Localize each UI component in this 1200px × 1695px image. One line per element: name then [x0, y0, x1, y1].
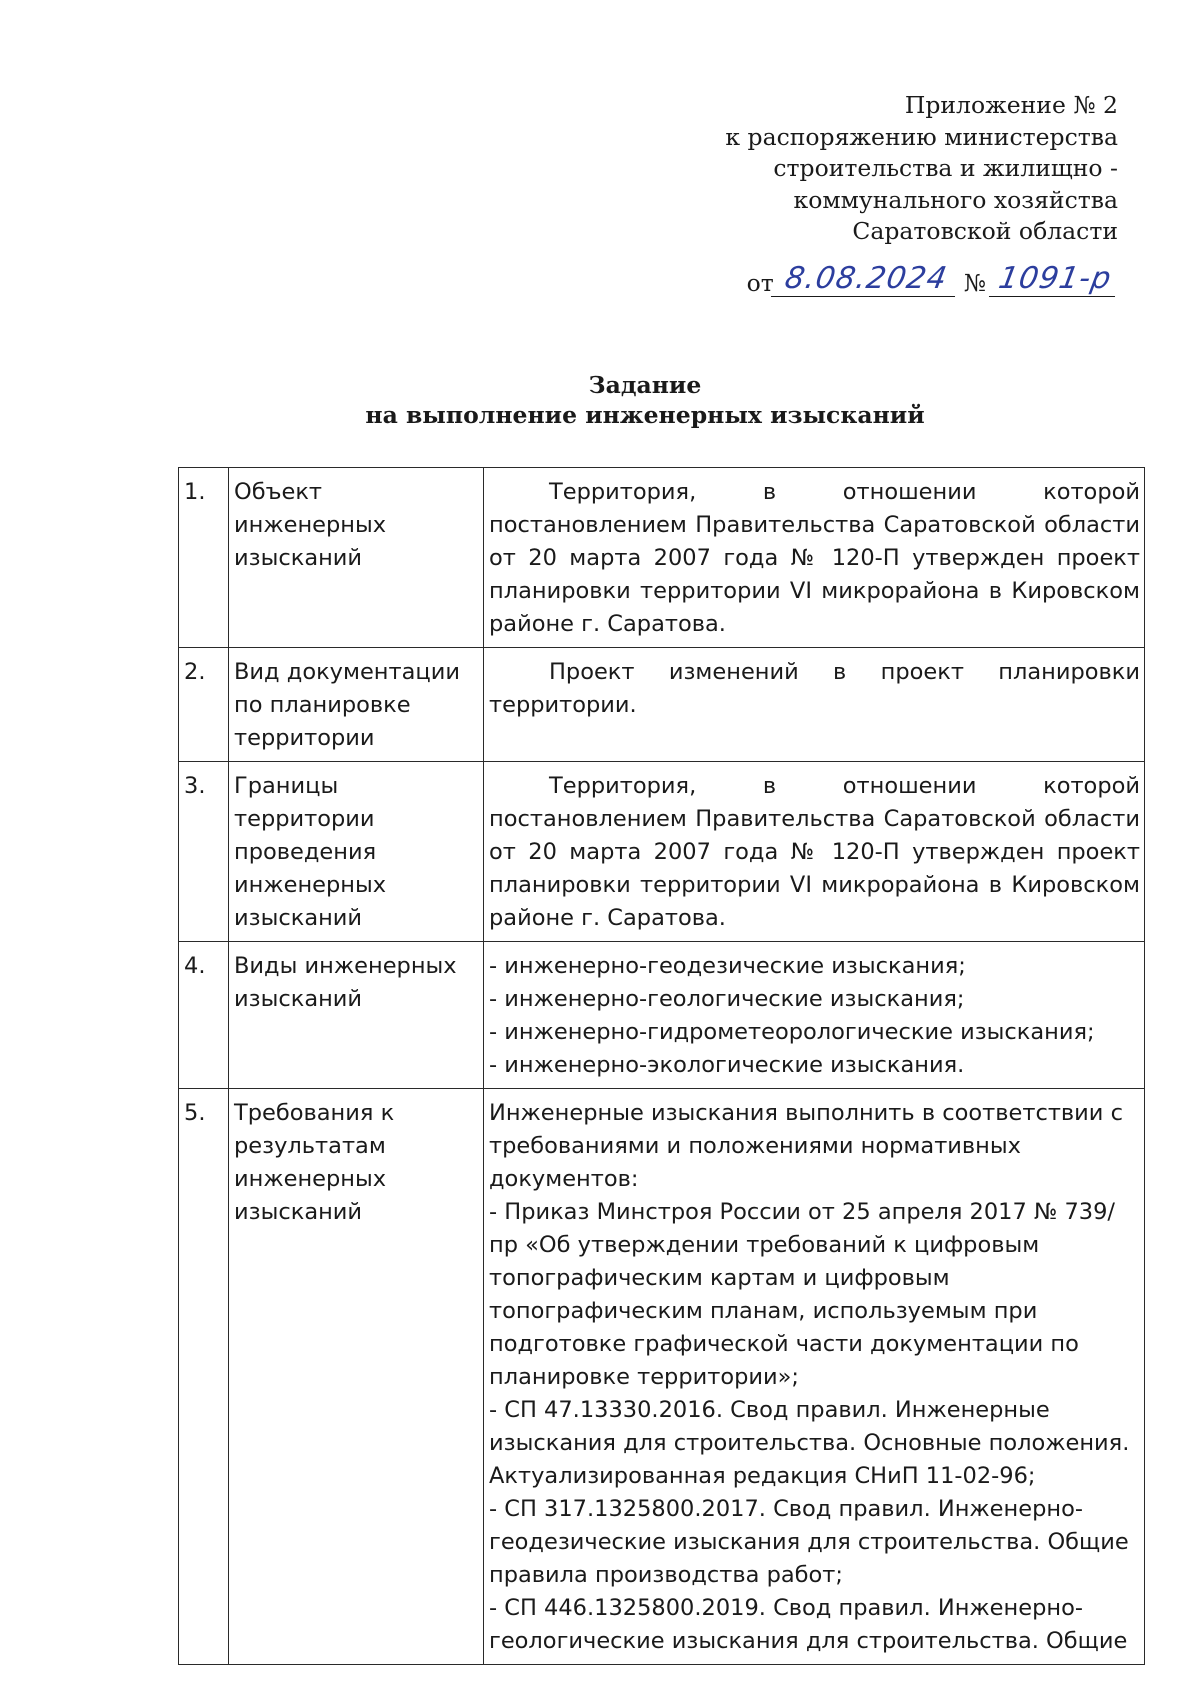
order-date-number-line: [747, 262, 1118, 297]
title-subline: на выполнение инженерных изысканий: [365, 401, 925, 429]
row-description: [484, 762, 1145, 942]
row-number: 4.: [179, 942, 229, 1089]
description-text: Территория, в отношении которой постановлением Правительства Саратовской области от 20 марта 2007 года № 120-П утвержден проект планировки территории VI микрорайона в Кировском районе г. Саратова.: [489, 773, 1140, 931]
list-item: Инженерные изыскания выполнить в соответствии с требованиями и положениями нормативных документов:: [489, 1100, 1123, 1192]
list-item: - инженерно-геодезические изыскания;: [489, 953, 966, 979]
row-name: Объект инженерных изысканий: [229, 468, 484, 648]
list-item: - СП 317.1325800.2017. Свод правил. Инженерно-геодезические изыскания для строительства. Общие правила производства работ;: [489, 1496, 1129, 1588]
description-text: Проект изменений в проект планировки территории.: [489, 659, 1140, 718]
list-item: - инженерно-экологические изыскания.: [489, 1052, 965, 1078]
row-description: [484, 942, 1145, 1089]
handwritten-order-number: 1091-р: [989, 262, 1121, 297]
row-name: Границы территории проведения инженерных изысканий: [229, 762, 484, 942]
row-number: 1.: [179, 468, 229, 648]
table-row: [179, 762, 1145, 942]
list-item: - СП 446.1325800.2019. Свод правил. Инженерно-геологические изыскания для строительства. Общие: [489, 1595, 1128, 1654]
document-title: [0, 370, 1200, 430]
row-name: Вид документации по планировке территории: [229, 648, 484, 762]
description-text: Территория, в отношении которой постановлением Правительства Саратовской области от 20 марта 2007 года № 120-П утвержден проект планировки территории VI микрорайона в Кировском районе г. Саратова.: [489, 479, 1140, 637]
row-name: Требования к результатам инженерных изысканий: [229, 1089, 484, 1665]
appendix-line: коммунального хозяйства: [793, 185, 1118, 214]
row-description: [484, 1089, 1145, 1665]
list-item: - СП 47.13330.2016. Свод правил. Инженерные изыскания для строительства. Основные положения. Актуализированная редакция СНиП 11-02-96;: [489, 1397, 1130, 1489]
row-name: Виды инженерных изысканий: [229, 942, 484, 1089]
handwritten-date: 8.08.2024: [771, 262, 961, 297]
row-number: 2.: [179, 648, 229, 762]
list-item: - инженерно-гидрометеорологические изыскания;: [489, 1019, 1095, 1045]
row-number: 5.: [179, 1089, 229, 1665]
table-row: [179, 468, 1145, 648]
number-prefix: №: [963, 269, 986, 297]
title-line: Задание: [588, 371, 702, 399]
appendix-line: Саратовской области: [852, 217, 1118, 245]
list-item: - Приказ Минстроя России от 25 апреля 2017 № 739/пр «Об утверждении требований к цифровым топографическим картам и цифровым топографическим планам, используемым при подготовке графической части документации по планировке территории»;: [489, 1199, 1116, 1390]
assignment-table: [178, 467, 1145, 1665]
row-description: [484, 648, 1145, 762]
table-row: [179, 942, 1145, 1089]
appendix-line: Приложение № 2: [904, 91, 1118, 119]
appendix-line: к распоряжению министерства: [725, 122, 1118, 151]
appendix-header: [725, 90, 1118, 248]
table-row: [179, 648, 1145, 762]
row-number: 3.: [179, 762, 229, 942]
table-row: [179, 1089, 1145, 1665]
list-item: - инженерно-геологические изыскания;: [489, 986, 965, 1012]
date-prefix: от: [746, 269, 774, 297]
row-description: [484, 468, 1145, 648]
appendix-line: строительства и жилищно -: [773, 154, 1118, 182]
